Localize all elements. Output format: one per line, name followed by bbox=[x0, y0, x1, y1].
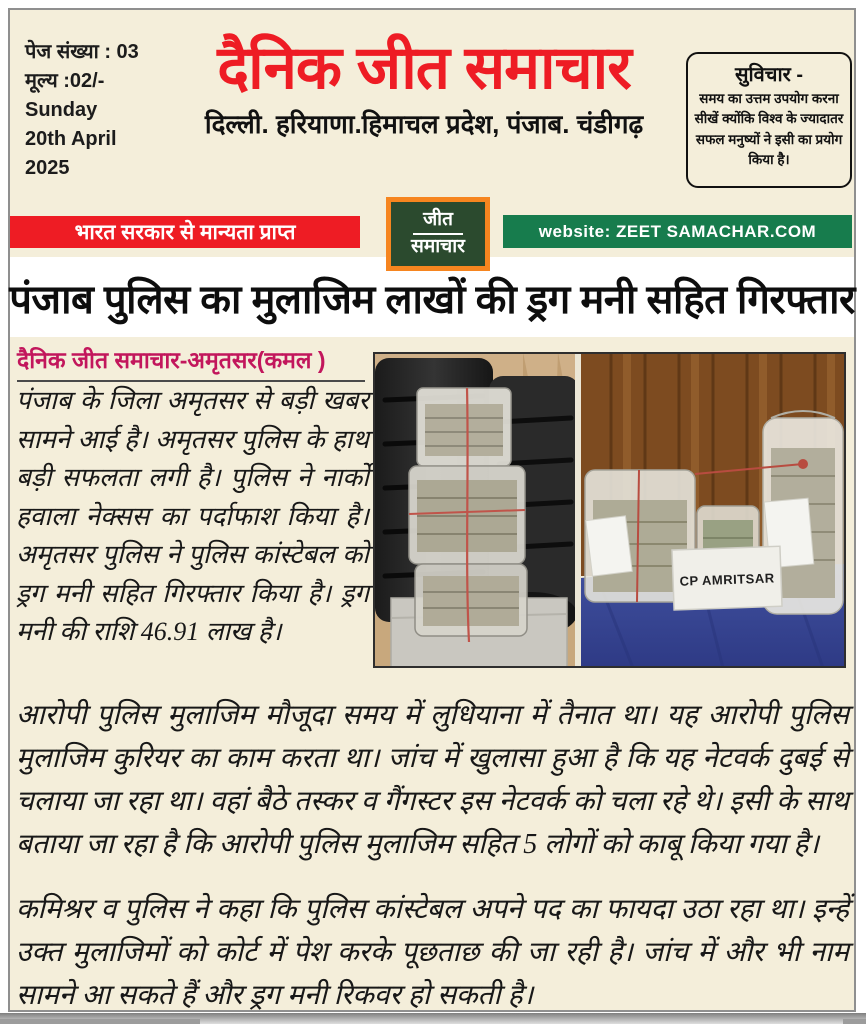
article-headline: पंजाब पुलिस का मुलाजिम लाखों की ड्रग मनी सहित गिरफ्तार bbox=[9, 277, 855, 322]
placard-text: CP AMRITSAR bbox=[679, 570, 775, 589]
quote-heading: सुविचार - bbox=[734, 64, 804, 86]
newspaper-page bbox=[8, 8, 856, 1012]
quote-text: समय का उत्तम उपयोग करना सीखें क्योंकि विश्व के ज्यादातर सफल मनुष्यों ने इसी का प्रयोग किया है। bbox=[694, 91, 844, 167]
scrollbar-thumb-right[interactable] bbox=[843, 1019, 866, 1024]
lead-paragraph: पंजाब के जिला अमृतसर से बड़ी खबर सामने आई है। अमृतसर पुलिस के हाथ बड़ी सफलता लगी है। पुलिस ने नार्को हवाला नेक्सस का पर्दाफाश किया है। अमृतसर पुलिस ने पुलिस कांस्टेबल को ड्रग मनी सहित गिरफ्तार किया है। ड्रग मनी की राशि 46.91 लाख है। bbox=[16, 386, 369, 646]
year: 2025 bbox=[25, 157, 70, 179]
paragraph-2: आरोपी पुलिस मुलाजिम मौजूदा समय में लुधियाना में तैनात था। यह आरोपी पुलिस मुलाजिम कुरियर का काम करता था। जांच में खुलासा हुआ है कि यह नेटवर्क दुबई से चलाया जा रहा था। वहां बैठे तस्कर व गैंगस्टर इस नेटवर्क को चला रहे थे। इसी के साथ बताया जा रहा है कि आरोपी पुलिस मुलाजिम सहित 5 लोगों को काबू किया गया है। bbox=[16, 700, 849, 860]
logo-line1: जीत bbox=[413, 209, 463, 235]
day: Sunday bbox=[25, 99, 98, 121]
paragraph-3: कमिश्रर व पुलिस ने कहा कि पुलिस कांस्टेबल अपने पद का फायदा उठा रहा था। इन्हें उक्त मुलाजिमों को कोर्ट में पेश करके पूछताछ की जा रही है। जांच में और भी नाम सामने आ सकते हैं और ड्रग मनी रिकवर हो सकती है। bbox=[16, 894, 849, 1011]
evidence-photo bbox=[373, 352, 846, 668]
website-bar bbox=[503, 215, 852, 248]
photo-right-panel bbox=[581, 352, 846, 668]
article-byline: दैनिक जीत समाचार-अमृतसर(कमल ) bbox=[17, 343, 365, 382]
placard bbox=[672, 546, 782, 610]
newspaper-logo-inner bbox=[391, 202, 485, 266]
masthead-subtitle: दिल्ली. हरियाणा.हिमाचल प्रदेश, पंजाब. चंडीगढ़ bbox=[204, 109, 644, 139]
masthead bbox=[168, 36, 680, 141]
accreditation-text: भारत सरकार से मान्यता प्राप्त bbox=[74, 221, 296, 244]
page-number: पेज संख्या : 03 bbox=[25, 41, 139, 63]
website-text: website: ZEET SAMACHAR.COM bbox=[538, 221, 817, 241]
logo-line2: समाचार bbox=[411, 236, 465, 257]
newspaper-logo bbox=[386, 197, 490, 271]
accreditation-bar bbox=[10, 216, 360, 248]
edition-info bbox=[25, 38, 185, 183]
date: 20th April bbox=[25, 128, 117, 150]
money-box-stack bbox=[409, 388, 527, 642]
quote-box bbox=[686, 52, 852, 188]
price: मूल्य :02/- bbox=[25, 70, 105, 92]
scrollbar-thumb-left[interactable] bbox=[0, 1019, 200, 1024]
photo-left-panel bbox=[373, 352, 579, 668]
masthead-title: दैनिक जीत समाचार bbox=[217, 34, 631, 101]
